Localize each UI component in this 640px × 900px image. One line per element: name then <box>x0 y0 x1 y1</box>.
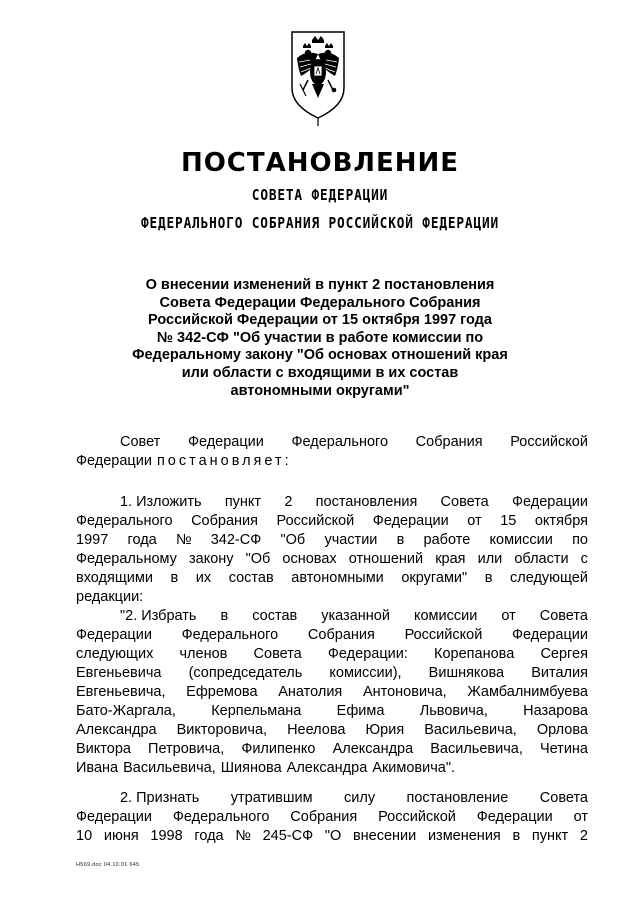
word: октября <box>534 513 588 529</box>
word: Собрания <box>415 434 483 450</box>
word: Федеральному <box>76 551 177 567</box>
word: членов <box>179 646 228 662</box>
word: в <box>512 828 521 844</box>
word: "2. Избрать <box>120 608 197 624</box>
word: Ефима <box>336 703 385 719</box>
word: в <box>220 608 229 624</box>
text-line <box>76 550 588 569</box>
issuer-line-2: ФЕДЕРАЛЬНОГО СОБРАНИЯ РОССИЙСКОЙ ФЕДЕРАЦИИ <box>140 214 500 232</box>
word: Ефремова <box>186 684 258 700</box>
word: следующих <box>76 646 154 662</box>
word: Федерации: <box>327 646 408 662</box>
word: Ивана <box>76 760 119 776</box>
word: Федерации <box>512 494 588 510</box>
word: Викторовича, <box>176 722 268 738</box>
word: 2 <box>284 494 293 510</box>
word: участии <box>324 532 378 548</box>
word: редакции: <box>76 589 144 605</box>
text-line <box>76 721 588 740</box>
heading-line: Российской Федерации от 15 октября 1997 года <box>148 312 492 329</box>
word: Совета <box>253 646 302 662</box>
word: Федерального <box>172 809 270 825</box>
word: Совета <box>539 608 588 624</box>
word: закону <box>188 551 234 567</box>
word: № <box>175 532 192 548</box>
word: Федерации <box>76 453 152 469</box>
heading-line: или области с входящими в их состав <box>181 364 459 381</box>
word: Федерации <box>76 627 152 643</box>
word: Филипенко <box>241 741 316 757</box>
word: Корепанова <box>434 646 515 662</box>
word: силу <box>344 790 376 806</box>
word: Юрия <box>365 722 405 738</box>
word: Шиянова <box>220 760 282 776</box>
heading-line: Совета Федерации Федерального Собрания <box>159 294 481 311</box>
word: следующей <box>509 570 588 586</box>
word: Сергея <box>540 646 588 662</box>
word: Александра <box>332 741 414 757</box>
word: 15 <box>500 513 517 529</box>
word: комиссии <box>413 608 478 624</box>
word: комиссии), <box>329 665 402 681</box>
word: Собрания <box>191 513 259 529</box>
word: или <box>477 551 503 567</box>
text-line <box>76 827 588 846</box>
word: внесении <box>352 828 417 844</box>
resolution-heading <box>110 277 530 400</box>
word: июня <box>103 828 139 844</box>
word: Акимовича". <box>372 760 456 776</box>
word: состав <box>252 608 298 624</box>
word: Евгеньевича, <box>76 684 166 700</box>
word: "Об <box>280 532 306 548</box>
word: Федерации <box>76 809 152 825</box>
word: 2 <box>579 828 588 844</box>
word: изменения <box>427 828 501 844</box>
word: основах <box>282 551 337 567</box>
word: Федерации <box>476 809 553 825</box>
word: постановление <box>406 790 509 806</box>
heading-line: О внесении изменений в пункт 2 постановления <box>145 277 495 293</box>
word: (сопредседатель <box>188 665 303 681</box>
word: Анатолия <box>278 684 343 700</box>
word: Совета <box>539 790 588 806</box>
word: года <box>127 532 157 548</box>
word: утратившим <box>230 790 313 806</box>
coat-of-arms-icon <box>286 28 350 128</box>
word: Федерации <box>187 434 264 450</box>
word: работе <box>423 532 471 548</box>
word: состав <box>228 570 274 586</box>
word: Вишнякова <box>428 665 505 681</box>
word: Совета <box>440 494 489 510</box>
word: Федерального <box>291 434 389 450</box>
word: комиссии <box>489 532 553 548</box>
word: Российской <box>510 434 588 450</box>
word: от <box>573 809 588 825</box>
text-line <box>76 740 588 759</box>
word: указанной <box>321 608 390 624</box>
word: Александра <box>76 722 157 738</box>
word: области <box>514 551 569 567</box>
text-line <box>76 683 588 702</box>
word: Виктора <box>76 741 131 757</box>
word: Назарова <box>523 703 588 719</box>
document-footer-tag: H569.doc 04.10.01 645 <box>76 862 140 868</box>
word: Совет <box>120 434 161 450</box>
paragraph-3 <box>76 789 588 846</box>
paragraph-1 <box>76 493 588 607</box>
word: 342-СФ <box>210 532 262 548</box>
word: Российской <box>276 513 355 529</box>
word: Керпельмана <box>211 703 302 719</box>
word: Жамбалнимбуева <box>467 684 588 700</box>
paragraph-2 <box>76 607 588 778</box>
word: Васильевича, <box>123 760 216 776</box>
word: Петровича, <box>148 741 225 757</box>
word: в <box>396 532 405 548</box>
heading-line: Федеральному закону "Об основах отношений края <box>132 347 508 364</box>
word: Орлова <box>536 722 588 738</box>
text-line <box>76 645 588 664</box>
text-line <box>76 808 588 827</box>
word: Бато-Жаргала, <box>76 703 176 719</box>
word: "О <box>324 828 342 844</box>
word: пункт <box>531 828 569 844</box>
word: Федерации <box>372 513 449 529</box>
heading-line: № 342-СФ "Об участии в работе комиссии по <box>156 329 484 346</box>
word: года <box>194 828 224 844</box>
word: 2. Признать <box>120 790 200 806</box>
text-line <box>120 789 588 808</box>
word: их <box>195 570 212 586</box>
word: Васильевича, <box>424 722 517 738</box>
word: Собрания <box>290 809 358 825</box>
text-line <box>76 702 588 721</box>
word: 1998 <box>150 828 183 844</box>
word: Александра <box>286 760 368 776</box>
preamble-line-2 <box>76 452 588 471</box>
text-line <box>120 607 588 626</box>
word: по <box>572 532 588 548</box>
resolves-word: постановляет: <box>156 453 292 469</box>
text-line <box>76 569 588 588</box>
word: Евгеньевича <box>76 665 162 681</box>
word: "Об <box>245 551 271 567</box>
word: от <box>501 608 516 624</box>
word: Неелова <box>287 722 346 738</box>
word: Федерации <box>512 627 588 643</box>
word: Федерального <box>76 513 173 529</box>
text-line <box>76 512 588 531</box>
word: № <box>235 828 251 844</box>
word: Российской <box>378 809 456 825</box>
word: 1997 <box>76 532 109 548</box>
issuer-line-1: СОВЕТА ФЕДЕРАЦИИ <box>251 186 389 204</box>
word: с <box>580 551 588 567</box>
word: 245-СФ <box>262 828 314 844</box>
word: края <box>435 551 466 567</box>
word: 10 <box>76 828 93 844</box>
text-line <box>76 588 588 607</box>
preamble-line-1 <box>120 433 588 452</box>
text-line <box>76 531 588 550</box>
word: отношений <box>348 551 424 567</box>
word: Васильевича, <box>430 741 523 757</box>
word: округами" <box>401 570 468 586</box>
word: Собрания <box>307 627 375 643</box>
word: Антоновича, <box>362 684 447 700</box>
word: Российской <box>404 627 483 643</box>
word: в <box>484 570 493 586</box>
text-line <box>76 626 588 645</box>
text-line <box>76 664 588 683</box>
text-line <box>120 493 588 512</box>
word: 1. Изложить <box>120 494 202 510</box>
word: пункт <box>224 494 262 510</box>
document-title: ПОСТАНОВЛЕНИЕ <box>180 148 460 178</box>
text-line <box>76 759 588 778</box>
word: входящими <box>76 570 153 586</box>
heading-line: автономными округами" <box>230 382 410 399</box>
word: автономными <box>291 570 384 586</box>
word: Виталия <box>531 665 588 681</box>
preamble <box>76 433 588 471</box>
word: Федерального <box>181 627 279 643</box>
word: от <box>467 513 482 529</box>
word: Львовича, <box>419 703 488 719</box>
word: Четина <box>539 741 588 757</box>
word: в <box>170 570 179 586</box>
word: постановления <box>315 494 418 510</box>
